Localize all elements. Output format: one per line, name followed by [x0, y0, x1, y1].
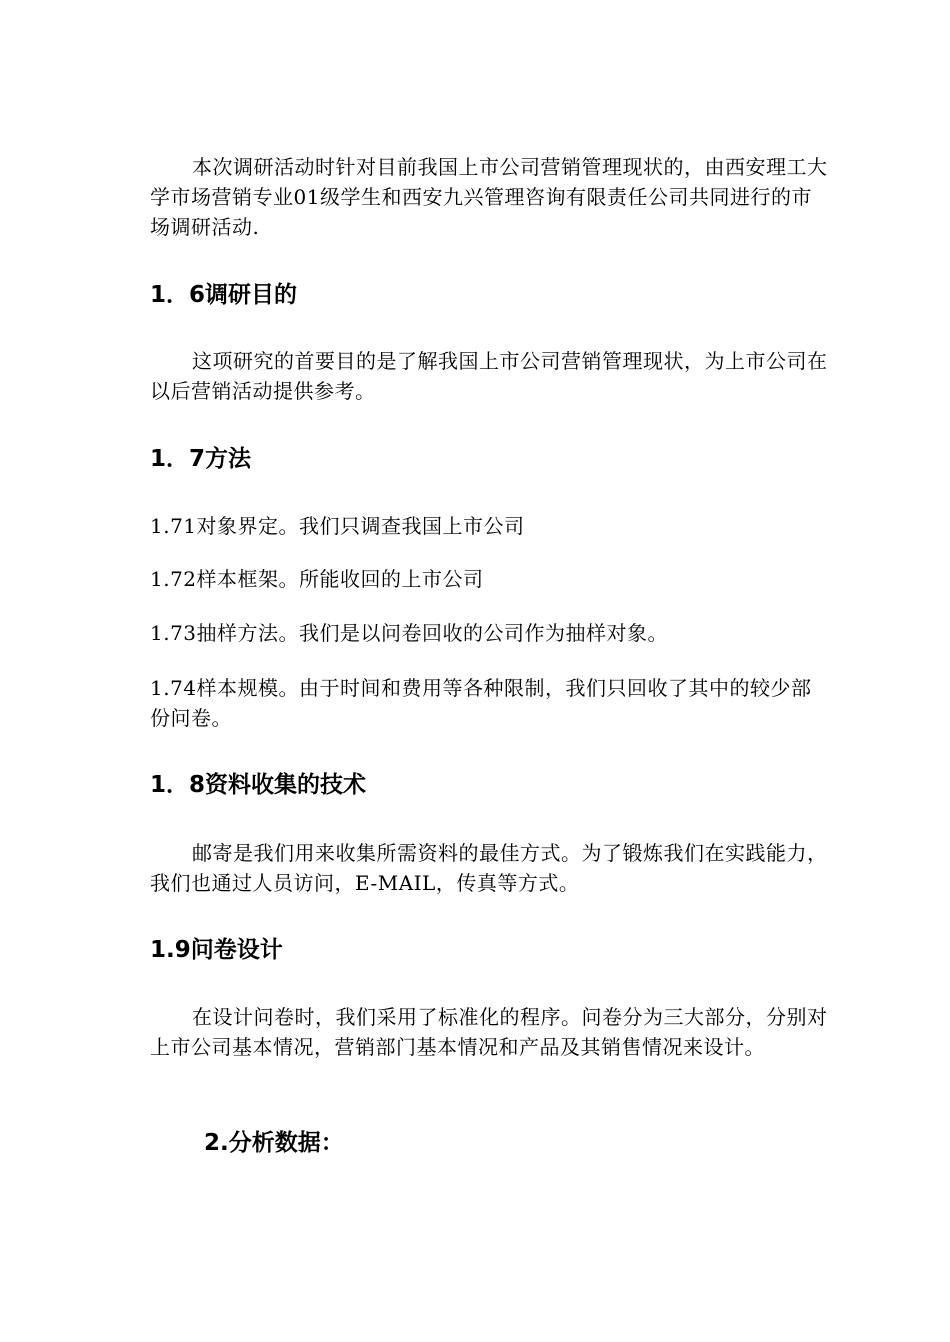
list-item: 1.72样本框架。所能收回的上市公司 — [150, 567, 484, 591]
section-heading-1-9: 1.9问卷设计 — [150, 937, 283, 963]
intro-section — [150, 152, 830, 242]
section-paragraph-1-8: 邮寄是我们用来收集所需资料的最佳方式。为了锻炼我们在实践能力，我们也通过人员访问，E-MAIL，传真等方式。 — [150, 841, 828, 895]
method-item-4 — [150, 673, 830, 733]
section-heading-2: 2.分析数据： — [204, 1130, 344, 1156]
section-heading-1-6: 1．6调研目的 — [150, 282, 298, 308]
section-1-8 — [150, 770, 830, 800]
method-item-3 — [150, 618, 830, 648]
section-1-6 — [150, 280, 830, 310]
section-1-9 — [150, 935, 830, 965]
section-1-9-body — [150, 1002, 830, 1062]
section-1-6-body — [150, 346, 830, 406]
list-item: 1.74样本规模。由于时间和费用等各种限制，我们只回收了其中的较少部份问卷。 — [150, 676, 812, 730]
section-2 — [204, 1128, 884, 1158]
section-1-7 — [150, 444, 830, 474]
list-item: 1.73抽样方法。我们是以问卷回收的公司作为抽样对象。 — [150, 621, 669, 645]
section-1-8-body — [150, 838, 830, 898]
section-paragraph-1-9: 在设计问卷时，我们采用了标准化的程序。问卷分为三大部分，分别对上市公司基本情况，营销部门基本情况和产品及其销售情况来设计。 — [150, 1005, 828, 1059]
section-heading-1-8: 1．8资料收集的技术 — [150, 772, 367, 798]
method-item-2 — [150, 564, 830, 594]
list-item: 1.71对象界定。我们只调查我国上市公司 — [150, 514, 525, 538]
method-item-1 — [150, 511, 830, 541]
section-paragraph-1-6: 这项研究的首要目的是了解我国上市公司营销管理现状，为上市公司在以后营销活动提供参考。 — [150, 349, 828, 403]
intro-paragraph: 本次调研活动时针对目前我国上市公司营销管理现状的，由西安理工大学市场营销专业01级学生和西安九兴管理咨询有限责任公司共同进行的市场调研活动. — [150, 155, 828, 239]
section-heading-1-7: 1．7方法 — [150, 446, 252, 472]
